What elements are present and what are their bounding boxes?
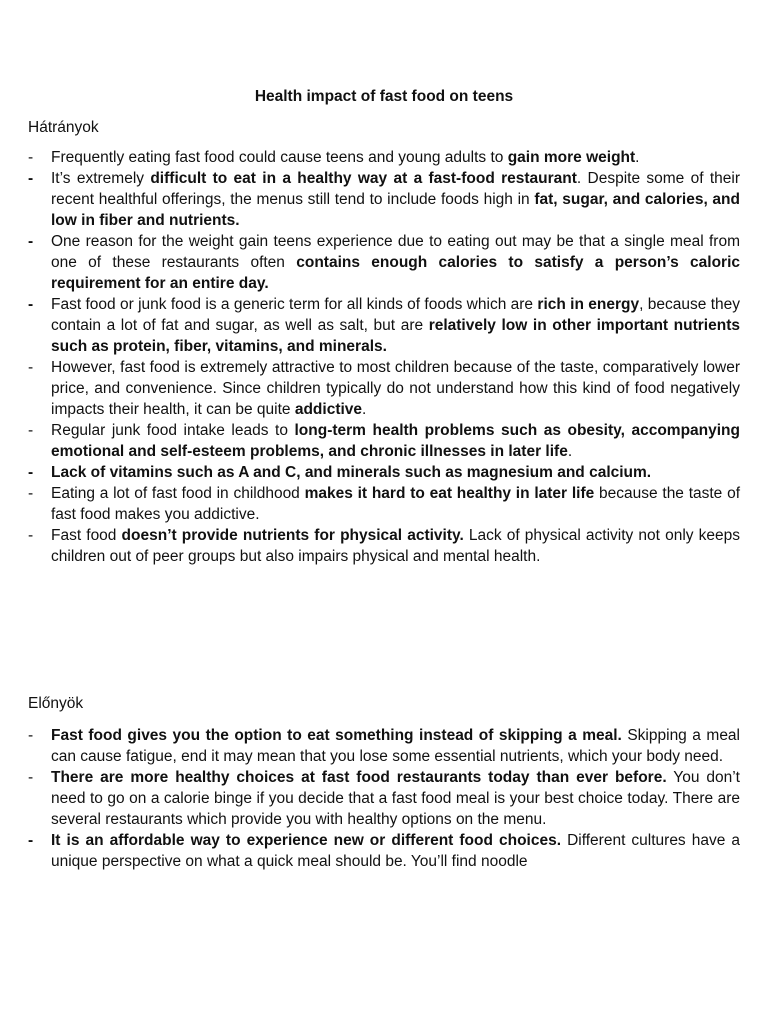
bullet-dash: -	[28, 233, 34, 250]
list-item-text	[51, 464, 651, 481]
bullet-dash: -	[28, 485, 34, 502]
text-run: Eating a lot of fast food in childhood	[51, 485, 305, 502]
section-heading-advantages: Előnyök	[28, 695, 84, 712]
section-heading-disadvantages: Hátrányok	[28, 119, 99, 136]
bold-text-run: fat, sugar, and calories, and low in fiber and nutrients.	[51, 191, 740, 229]
list-item	[28, 420, 740, 462]
bold-text-run: rich in energy	[537, 296, 640, 313]
text-run: . Despite some of their recent healthful offerings, the menus still tend to include foods high in	[51, 170, 740, 208]
list-item	[28, 147, 740, 168]
bold-text-run: Lack of vitamins such as A and C, and minerals such as magnesium and calcium.	[51, 464, 652, 481]
bold-text-run: Fast food gives you the option to eat something instead of skipping a meal.	[51, 727, 622, 744]
list-item	[28, 294, 740, 357]
bullet-dash: -	[28, 769, 34, 786]
text-run: Frequently eating fast food could cause teens and young adults to	[51, 149, 508, 166]
bold-text-run: makes it hard to eat healthy in later life	[304, 485, 595, 502]
text-run: Fast food or junk food is a generic term for all kinds of foods which are	[51, 296, 538, 313]
bullet-dash: -	[28, 422, 34, 439]
list-item	[28, 168, 740, 231]
bold-text-run: difficult to eat in a healthy way at a fast-food restaurant	[150, 170, 577, 187]
text-run: Skipping a meal can cause fatigue, end it may mean that you lose some essential nutrients, which your body need.	[51, 727, 740, 765]
bullet-dash: -	[28, 359, 34, 376]
list-item-text	[51, 422, 740, 460]
bold-text-run: long-term health problems such as obesity, accompanying emotional and self-esteem problems, and chronic illnesses in later life	[51, 422, 740, 460]
text-run: Fast food	[51, 527, 122, 544]
list-item	[28, 525, 740, 567]
text-run: However, fast food is extremely attractive to most children because of the taste, comparatively lower price, and convenience. Since children typically do not understand how this kind of food negatively impacts their health, it can be quite	[51, 359, 740, 418]
list-item	[28, 483, 740, 525]
list-item	[28, 231, 740, 294]
text-run: Lack of physical activity not only keeps children out of peer groups but also impairs physical and mental health.	[51, 527, 740, 565]
bold-text-run: gain more weight	[507, 149, 636, 166]
text-run: One reason for the weight gain teens experience due to eating out may be that a single meal from one of these restaurants often	[51, 233, 740, 271]
bold-text-run: relatively low in other important nutrients such as protein, fiber, vitamins, and minerals.	[51, 317, 740, 355]
page-title: Health impact of fast food on teens	[254, 88, 514, 105]
list-item	[28, 830, 740, 872]
list-item-text	[51, 233, 740, 292]
list-item-text	[51, 727, 740, 765]
list-item-text	[51, 769, 740, 828]
advantages-list	[28, 725, 740, 872]
bold-text-run: doesn’t provide nutrients for physical activity.	[121, 527, 464, 544]
list-item-text	[51, 359, 740, 418]
text-run: .	[362, 401, 367, 418]
list-item-text	[51, 832, 740, 870]
text-run: because the taste of fast food makes you addictive.	[51, 485, 740, 523]
list-item-text	[51, 170, 740, 229]
list-item	[28, 462, 740, 483]
text-run: Different cultures have a unique perspective on what a quick meal should be. You’ll find noodle	[51, 832, 740, 870]
text-run: You don’t need to go on a calorie binge if you decide that a fast food meal is your best choice today. There are several restaurants which provide you with healthy options on the menu.	[51, 769, 740, 828]
bullet-dash: -	[28, 832, 34, 849]
text-run: .	[567, 443, 573, 460]
text-run: , because they contain a lot of fat and sugar, as well as salt, but are	[51, 296, 741, 334]
text-run: .	[635, 149, 640, 166]
bullet-dash: -	[28, 464, 34, 481]
list-item	[28, 767, 740, 830]
text-run: It’s extremely	[51, 170, 151, 187]
list-item	[28, 357, 740, 420]
bold-text-run: There are more healthy choices at fast food restaurants today than ever before.	[51, 769, 667, 786]
bullet-dash: -	[28, 149, 34, 166]
disadvantages-list	[28, 147, 740, 567]
bullet-dash: -	[28, 170, 34, 187]
list-item-text	[51, 296, 740, 355]
bullet-dash: -	[28, 527, 34, 544]
bullet-dash: -	[28, 727, 34, 744]
text-run: Regular junk food intake leads to	[51, 422, 295, 439]
bold-text-run: contains enough calories to satisfy a person’s caloric requirement for an entire day.	[51, 254, 741, 292]
bold-text-run: addictive	[294, 401, 363, 418]
list-item-text	[51, 485, 740, 523]
list-item-text	[51, 149, 639, 166]
list-item	[28, 725, 740, 767]
bold-text-run: It is an affordable way to experience new or different food choices.	[51, 832, 562, 849]
list-item-text	[51, 527, 740, 565]
bullet-dash: -	[28, 296, 34, 313]
